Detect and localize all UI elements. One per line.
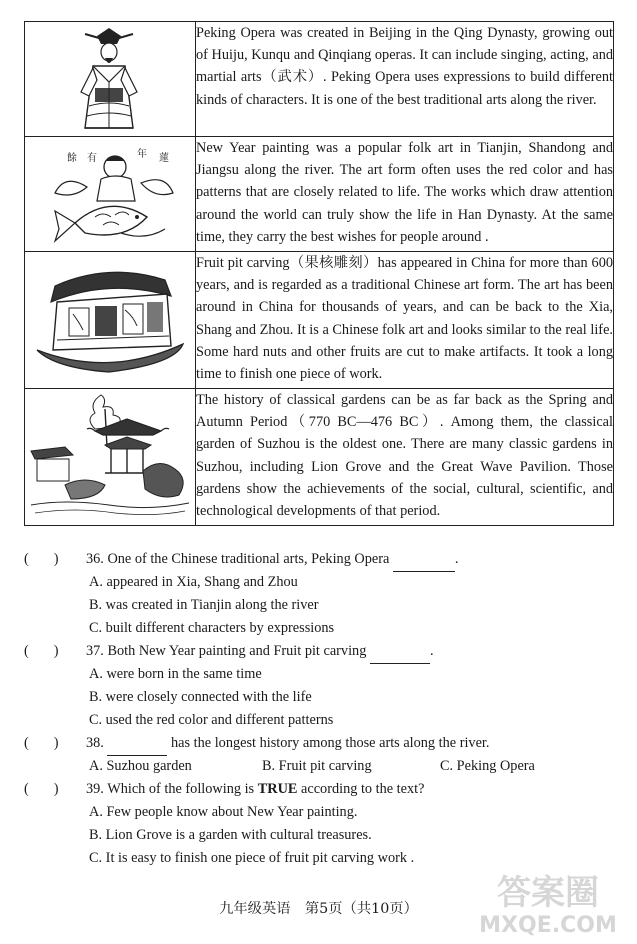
question-text-end: .	[454, 551, 459, 567]
question-stem	[86, 778, 424, 801]
answer-paren[interactable]	[24, 732, 59, 755]
option-a[interactable]: A. Suzhou garden	[89, 758, 192, 774]
watermark-top-text: 答案圈	[497, 873, 599, 913]
question-36	[24, 548, 624, 571]
image-cell	[25, 389, 196, 526]
image-cell	[25, 137, 196, 252]
question-text-end: according to the text?	[297, 781, 425, 797]
answer-paren[interactable]	[24, 640, 59, 663]
image-cell	[25, 22, 196, 137]
question-text-end: has the longest history among those arts along the river.	[167, 735, 490, 751]
answer-paren-open: (	[24, 735, 29, 751]
image-cell	[25, 252, 196, 389]
new-year-painting-child-fish-icon	[25, 137, 195, 249]
option-c[interactable]: C. used the red color and different patterns	[89, 712, 334, 728]
new-year-caption-char: 有	[87, 153, 97, 164]
passage-table	[24, 21, 614, 526]
option-c[interactable]: C. Peking Opera	[440, 758, 535, 774]
question-39	[24, 778, 624, 801]
answer-paren-close: )	[53, 781, 59, 797]
passage-text-peking-opera: Peking Opera was created in Beijing in the Qing Dynasty, growing out of Huiju, Kunqu and Qinqiang operas. It can include singing, acting, and martial arts（武术）. Peking Opera uses expressions to build different kinds of characters. It is one of the best traditional arts along the river.	[196, 22, 614, 137]
option-a[interactable]: A. were born in the same time	[89, 666, 262, 682]
question-number: 39.	[86, 781, 104, 797]
watermark-bottom-text: MXQE.COM	[479, 913, 617, 938]
fruit-pit-carving-boat-icon	[25, 252, 195, 386]
new-year-caption-char: 蓮	[159, 153, 169, 164]
option-c[interactable]: C. It is easy to finish one piece of fruit pit carving work .	[89, 850, 415, 866]
classical-garden-pavilion-icon	[25, 389, 195, 523]
passage-text-classical-garden: The history of classical gardens can be as far back as the Spring and Autumn Period（770 BC—476 BC）. Among them, the classical garden of Suzhou is the oldest one. There are many classic gardens in Suzhou, including Lion Grove and the Great Wave Pavilion. Those gardens show the achievements of the social, cultural, scientific, and technological developments of that period.	[196, 389, 614, 526]
option-a[interactable]: A. Few people know about New Year painting.	[89, 804, 358, 820]
answer-paren[interactable]	[24, 548, 59, 571]
option-b[interactable]: B. Fruit pit carving	[262, 758, 372, 774]
answer-paren[interactable]	[24, 778, 59, 801]
option-row	[24, 755, 624, 778]
question-stem	[86, 640, 434, 664]
question-text: One of the Chinese traditional arts, Peking Opera	[107, 551, 393, 567]
question-section	[24, 548, 624, 870]
passage-row-new-year-painting	[25, 137, 614, 252]
answer-paren-close: )	[53, 551, 59, 567]
option-b[interactable]: B. Lion Grove is a garden with cultural treasures.	[89, 827, 372, 843]
answer-blank[interactable]	[393, 548, 455, 572]
question-text: Which of the following is	[107, 781, 258, 797]
question-37	[24, 640, 624, 663]
new-year-caption-char: 餘	[67, 153, 77, 164]
answer-paren-open: (	[24, 781, 29, 797]
answer-paren-close: )	[53, 643, 59, 659]
option-b[interactable]: B. was created in Tianjin along the river	[89, 597, 319, 613]
question-number: 36.	[86, 551, 104, 567]
question-text-end: .	[429, 643, 434, 659]
new-year-caption-char: 年	[137, 149, 147, 160]
passage-row-classical-garden	[25, 389, 614, 526]
passage-text-new-year-painting: New Year painting was a popular folk art in Tianjin, Shandong and Jiangsu along the river. The art form often uses the red color and has patterns that are closely related to life. The works which draw attention around the world can truly show the life in Han Dynasty. At the same time, they carry the best wishes for people around .	[196, 137, 614, 252]
question-number: 38.	[86, 735, 104, 751]
page-footer: 九年级英语 第5页（共10页）	[219, 901, 418, 917]
question-38	[24, 732, 624, 755]
passage-row-fruit-pit-carving	[25, 252, 614, 389]
option-b[interactable]: B. were closely connected with the life	[89, 689, 312, 705]
answer-blank[interactable]	[107, 732, 167, 756]
question-text: Both New Year painting and Fruit pit carving	[107, 643, 370, 659]
answer-blank[interactable]	[370, 640, 430, 664]
question-number: 37.	[86, 643, 104, 659]
question-emphasis: TRUE	[257, 781, 298, 797]
passage-row-peking-opera	[25, 22, 614, 137]
question-stem	[86, 548, 459, 572]
question-stem	[86, 732, 489, 756]
answer-paren-open: (	[24, 643, 29, 659]
option-c[interactable]: C. built different characters by expressions	[89, 620, 335, 636]
passage-text-fruit-pit-carving: Fruit pit carving（果核雕刻）has appeared in China for more than 600 years, and is regarded as a traditional Chinese art form. The art has been around in China for thousands of years, and can be back to the Xia, Shang and Zhou. It is a Chinese folk art and looks similar to the real life. Some hard nuts and other fruits are cut to make artifacts. It took a long time to finish one piece of work.	[196, 252, 614, 389]
option-a[interactable]: A. appeared in Xia, Shang and Zhou	[89, 574, 298, 590]
answer-paren-close: )	[53, 735, 59, 751]
answer-paren-open: (	[24, 551, 29, 567]
peking-opera-figure-icon	[25, 22, 195, 134]
